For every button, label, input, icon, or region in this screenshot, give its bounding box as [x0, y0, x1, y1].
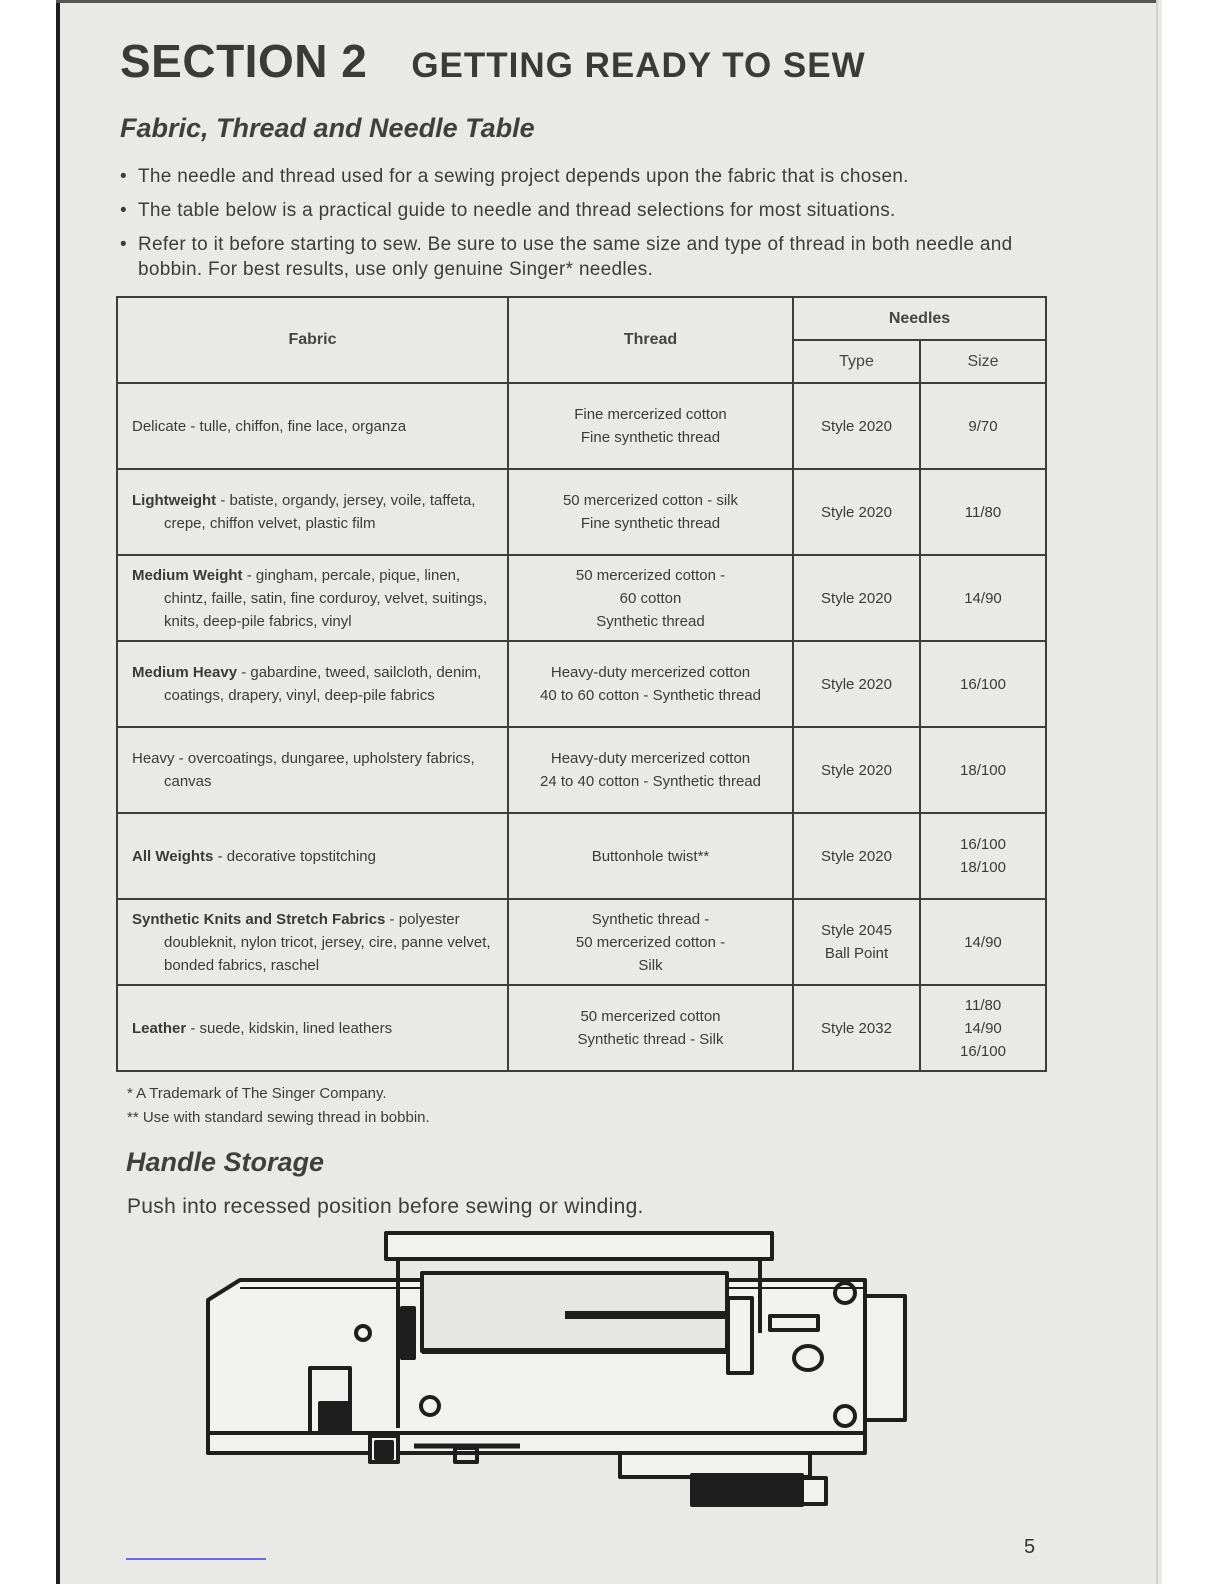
fabric-category: Medium Weight [132, 566, 243, 584]
fabric-table-heading: Fabric, Thread and Needle Table [120, 113, 535, 143]
needle-type-cell [793, 899, 920, 985]
needle-size: 16/100 [960, 1042, 1006, 1060]
thread-line: 50 mercerized cotton - silk [562, 492, 739, 509]
needle-size-cell [920, 899, 1046, 985]
header-type: Type [793, 340, 920, 383]
fabric-desc: Delicate - tulle, chiffon, fine lace, organza [132, 417, 407, 435]
fabric-cell [117, 727, 508, 813]
table-row [117, 727, 1046, 813]
footnotes [127, 1082, 430, 1130]
needle-size: 14/90 [964, 589, 1002, 607]
handle-storage-heading: Handle Storage [126, 1147, 325, 1177]
footnote-trademark: * A Trademark of The Singer Company. [127, 1085, 387, 1102]
needle-size: 18/100 [960, 761, 1006, 779]
fabric-cell [117, 813, 508, 899]
section-heading [120, 34, 866, 88]
fabric-desc: - decorative topstitching [213, 847, 376, 865]
needle-type-cell [793, 555, 920, 641]
fabric-desc: - gingham, percale, pique, linen, chintz, faille, satin, fine corduroy, velvet, suitings, knits, deep-pile fabrics, vinyl [164, 566, 488, 630]
needle-size: 16/100 [960, 675, 1006, 693]
needle-type: Style 2032 [821, 1019, 892, 1037]
fabric-cell [117, 469, 508, 555]
header-size: Size [920, 340, 1046, 383]
table-row [117, 899, 1046, 985]
thread-cell [508, 813, 793, 899]
needle-type-cell [793, 813, 920, 899]
bullet-item: • The table below is a practical guide to needle and thread selections for most situations. [120, 198, 1060, 223]
table-row [117, 813, 1046, 899]
thread-cell [508, 899, 793, 985]
thread-cell [508, 469, 793, 555]
page-number: 5 [1024, 1536, 1036, 1558]
fabric-desc: - polyester doubleknit, nylon tricot, jersey, cire, panne velvet, bonded fabrics, raschel [164, 910, 491, 974]
thread-line: Synthetic thread - Silk [577, 1031, 724, 1048]
needle-type: Style 2020 [821, 589, 892, 607]
needle-size-cell [920, 727, 1046, 813]
needle-size-cell [920, 641, 1046, 727]
thread-line: 50 mercerized cotton [580, 1008, 721, 1025]
thread-cell [508, 727, 793, 813]
thread-line: Fine mercerized cotton [574, 406, 727, 423]
needle-size-cell [920, 383, 1046, 469]
fabric-category: Synthetic Knits and Stretch Fabrics [132, 910, 386, 928]
thread-line: Heavy-duty mercerized cotton [550, 750, 751, 767]
needle-size-cell [920, 469, 1046, 555]
fabric-category: Leather [132, 1019, 187, 1037]
page-right-edge [1156, 0, 1158, 1584]
needle-type: Style 2020 [821, 503, 892, 521]
thread-line: Synthetic thread - [591, 910, 710, 928]
foot-pad-inner [376, 1442, 392, 1458]
fabric-cell [117, 555, 508, 641]
needle-type-cell [793, 383, 920, 469]
needle-size-cell [920, 985, 1046, 1071]
fabric-cell [117, 641, 508, 727]
fabric-category: All Weights [132, 847, 214, 865]
thread-line: Silk [638, 956, 663, 974]
fabric-category: Medium Heavy [132, 664, 238, 681]
section-title: GETTING READY TO SEW [411, 46, 866, 85]
fabric-cell [117, 985, 508, 1071]
left-post [402, 1308, 414, 1358]
thread-line: 50 mercerized cotton - [575, 566, 726, 584]
bottom-wheel-cap [802, 1478, 826, 1504]
fabric-desc: - suede, kidskin, lined leathers [186, 1019, 393, 1037]
bullet-item: • The needle and thread used for a sewing project depends upon the fabric that is chosen. [120, 164, 1060, 189]
fabric-thread-needle-table [116, 296, 1047, 1072]
header-needles: Needles [793, 297, 1046, 340]
needle-size: 11/80 [964, 996, 1002, 1014]
thread-cell [508, 641, 793, 727]
table-row [117, 641, 1046, 727]
fabric-cell [117, 899, 508, 985]
top-edge-rule [56, 0, 1158, 3]
table-row [117, 469, 1046, 555]
needle-size: 14/90 [964, 933, 1002, 951]
needle-size-cell [920, 813, 1046, 899]
needle-type-cell [793, 727, 920, 813]
thread-line: 60 cotton [619, 589, 682, 607]
header-fabric: Fabric [117, 297, 508, 383]
intro-bullets [120, 164, 1060, 291]
needle-size-cell [920, 555, 1046, 641]
header-thread: Thread [508, 297, 793, 383]
thread-line: 40 to 60 cotton - Synthetic thread [540, 687, 761, 704]
right-end-panel [865, 1296, 905, 1420]
fabric-cell [117, 383, 508, 469]
thread-cell [508, 985, 793, 1071]
fabric-desc: - batiste, organdy, jersey, voile, taffeta, crepe, chiffon velvet, plastic film [164, 492, 476, 532]
footnote-bobbin: ** Use with standard sewing thread in bobbin. [127, 1109, 430, 1126]
carry-handle-frame [386, 1233, 772, 1259]
fabric-desc: Heavy - overcoatings, dungaree, upholstery fabrics, canvas [132, 750, 475, 790]
bottom-link-underline [126, 1558, 266, 1560]
table-row [117, 555, 1046, 641]
needle-type: Style 2020 [821, 847, 892, 865]
fabric-category: Lightweight [132, 492, 217, 509]
thread-line: Fine synthetic thread [580, 429, 721, 446]
needle-size: 14/90 [964, 1019, 1002, 1037]
needle-type: Style 2020 [821, 761, 892, 779]
needle-type-cell [793, 985, 920, 1071]
thread-line: Heavy-duty mercerized cotton [550, 664, 751, 681]
thread-cell [508, 383, 793, 469]
thread-line: Buttonhole twist** [591, 847, 710, 865]
handle-storage-text: Push into recessed position before sewing or winding. [127, 1195, 644, 1218]
needle-size: 18/100 [960, 859, 1006, 876]
fabric-desc: - gabardine, tweed, sailcloth, denim, coatings, drapery, vinyl, deep-pile fabrics [164, 664, 482, 704]
side-bracket [728, 1298, 752, 1373]
needle-size: 16/100 [960, 836, 1006, 853]
needle-type: Ball Point [824, 945, 889, 962]
thread-line: 50 mercerized cotton - [575, 933, 726, 951]
needle-type: Style 2020 [821, 675, 892, 693]
bullet-item: • Refer to it before starting to sew. Be sure to use the same size and type of thread in both needle and bobbin. For best results, use only genuine Singer* needles. [120, 232, 1060, 282]
table-row [117, 383, 1046, 469]
needle-type-cell [793, 469, 920, 555]
table-row [117, 985, 1046, 1071]
sewing-machine-illustration [200, 1228, 915, 1510]
left-block-inner [320, 1403, 350, 1433]
thread-line: 24 to 40 cotton - Synthetic thread [540, 773, 761, 790]
thread-cell [508, 555, 793, 641]
thread-line: Synthetic thread [596, 612, 705, 630]
needle-type: Style 2020 [821, 417, 892, 435]
needle-size: 9/70 [968, 417, 998, 435]
section-number: SECTION 2 [120, 35, 368, 87]
needle-type-cell [793, 641, 920, 727]
needle-type: Style 2045 [821, 922, 892, 939]
thread-line: Fine synthetic thread [580, 515, 721, 532]
bottom-wheel [692, 1475, 802, 1505]
needle-size: 11/80 [964, 503, 1002, 521]
